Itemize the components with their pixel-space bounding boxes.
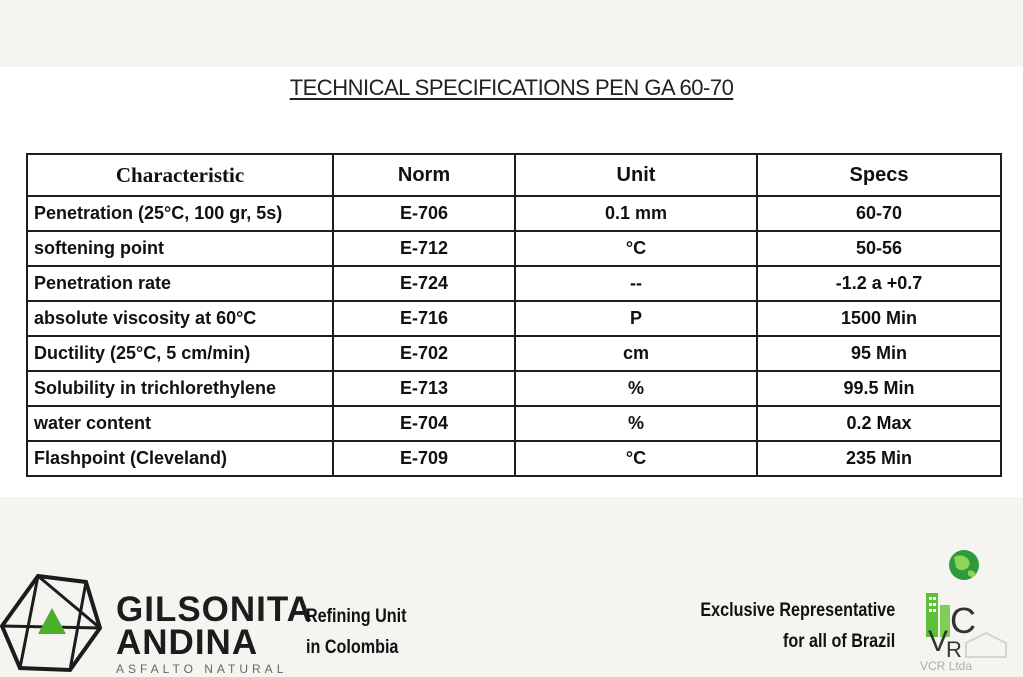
cell-specs: 99.5 Min: [757, 371, 1001, 406]
table-row: [27, 406, 1001, 441]
cell-specs: 95 Min: [757, 336, 1001, 371]
cell-unit: %: [515, 371, 757, 406]
cell-norm: E-716: [333, 301, 515, 336]
cell-characteristic: Penetration (25°C, 100 gr, 5s): [27, 196, 333, 231]
header-unit: Unit: [515, 154, 757, 196]
gilsonita-wordmark: [116, 592, 313, 675]
table-row: [27, 441, 1001, 476]
cell-characteristic: softening point: [27, 231, 333, 266]
cell-characteristic: absolute viscosity at 60°C: [27, 301, 333, 336]
cell-unit: P: [515, 301, 757, 336]
vcr-logo-icon: [916, 545, 1016, 675]
title-text: TECHNICAL SPECIFICATIONS PEN GA 60-70: [289, 75, 734, 100]
brand-line-2: ANDINA: [116, 623, 259, 662]
spec-sheet: [0, 67, 1023, 497]
brand-tagline: ASFALTO NATURAL: [116, 662, 288, 676]
cell-specs: -1.2 a +0.7: [757, 266, 1001, 301]
vcr-caption: VCR Ltda: [920, 659, 973, 673]
table-row: [27, 196, 1001, 231]
cell-unit: --: [515, 266, 757, 301]
cell-characteristic: Penetration rate: [27, 266, 333, 301]
cell-unit: cm: [515, 336, 757, 371]
cell-specs: 60-70: [757, 196, 1001, 231]
cell-norm: E-724: [333, 266, 515, 301]
specs-table: [26, 153, 1002, 477]
svg-text:R: R: [946, 637, 962, 662]
refining-unit-text: [306, 601, 406, 663]
table-row: [27, 336, 1001, 371]
table-row: [27, 301, 1001, 336]
footer: [0, 565, 1023, 677]
cell-unit: %: [515, 406, 757, 441]
cell-characteristic: Flashpoint (Cleveland): [27, 441, 333, 476]
svg-text:V: V: [928, 625, 949, 658]
unit-line-1: Refining Unit: [306, 606, 407, 627]
table-row: [27, 371, 1001, 406]
cell-norm: E-702: [333, 336, 515, 371]
table-row: [27, 266, 1001, 301]
cell-norm: E-706: [333, 196, 515, 231]
rep-line-2: for all of Brazil: [782, 631, 895, 652]
cell-unit: 0.1 mm: [515, 196, 757, 231]
header-norm: Norm: [333, 154, 515, 196]
table-header-row: [27, 154, 1001, 196]
cell-specs: 1500 Min: [757, 301, 1001, 336]
page-title: [0, 75, 1023, 101]
cell-norm: E-713: [333, 371, 515, 406]
cell-characteristic: water content: [27, 406, 333, 441]
brand-line-1: GILSONITA: [116, 590, 313, 629]
cell-norm: E-712: [333, 231, 515, 266]
unit-line-2: in Colombia: [306, 637, 399, 658]
cell-characteristic: Ductility (25°C, 5 cm/min): [27, 336, 333, 371]
header-characteristic: Characteristic: [27, 154, 333, 196]
cell-unit: °C: [515, 231, 757, 266]
cell-unit: °C: [515, 441, 757, 476]
cell-norm: E-709: [333, 441, 515, 476]
svg-text:C: C: [950, 600, 976, 641]
rep-line-1: Exclusive Representative: [700, 600, 895, 621]
table-row: [27, 231, 1001, 266]
cell-specs: 0.2 Max: [757, 406, 1001, 441]
representative-text: [700, 595, 895, 657]
cell-norm: E-704: [333, 406, 515, 441]
header-specs: Specs: [757, 154, 1001, 196]
cell-characteristic: Solubility in trichlorethylene: [27, 371, 333, 406]
cell-specs: 235 Min: [757, 441, 1001, 476]
cell-specs: 50-56: [757, 231, 1001, 266]
gilsonita-logo-icon: [0, 570, 102, 675]
